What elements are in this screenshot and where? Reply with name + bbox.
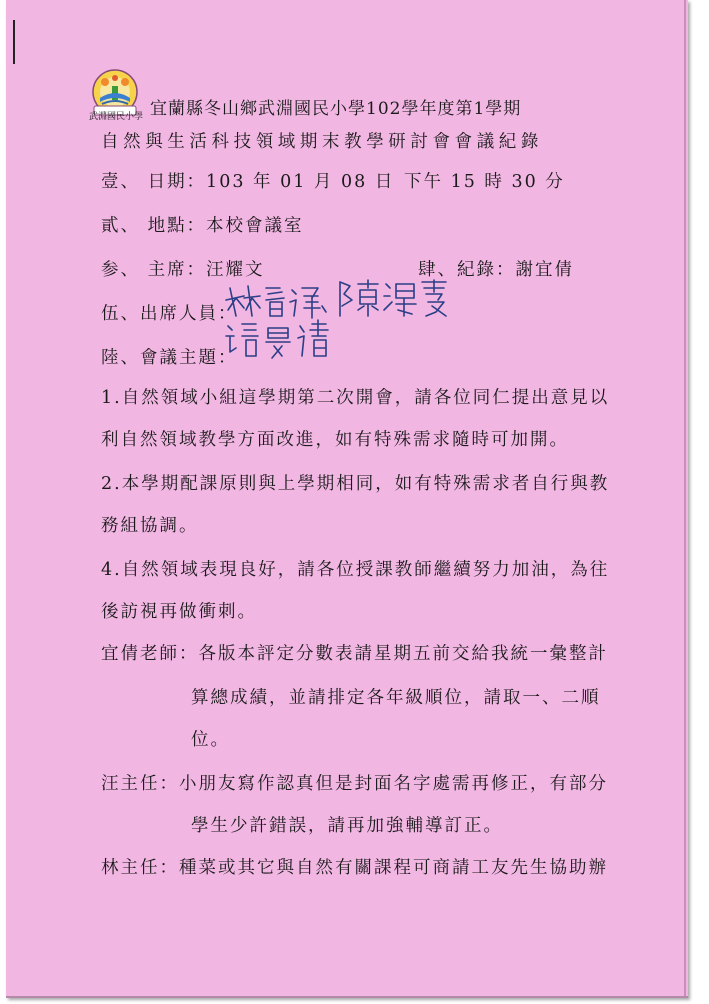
meeting-time: 下午 15 時 30 分 <box>404 172 565 192</box>
topic-item-line: 1.自然領域小組這學期第二次開會，請各位同仁提出意見以 <box>101 388 610 408</box>
remark-line: 林主任：種菜或其它與自然有關課程可商請工友先生協助辦 <box>101 858 608 878</box>
document-title: 宜蘭縣冬山鄉武淵國民小學102學年度第1學期 <box>150 99 522 119</box>
margin-mark <box>13 20 15 64</box>
meeting-chair: 参、 主席：汪耀文 <box>101 260 265 280</box>
remark-line: 宜倩老師：各版本評定分數表請星期五前交給我統一彙整計 <box>101 644 608 664</box>
topic-item-line: 4.自然領域表現良好，請各位授課教師繼續努力加油，為往 <box>101 560 610 580</box>
remark-line: 學生少許錯誤，請再加強輔導訂正。 <box>191 816 503 836</box>
topic-item-line: 後訪視再做衝刺。 <box>101 602 257 622</box>
topic-item-line: 務組協調。 <box>101 516 199 536</box>
topic-item-line: 2.本學期配課原則與上學期相同，如有特殊需求者自行與教 <box>101 474 610 494</box>
remark-line: 算總成績，並請排定各年級順位，請取一、二順 <box>191 688 601 708</box>
topic-label: 陸、會議主題： <box>101 348 238 368</box>
meeting-date: 壹、 日期：103 年 01 月 08 日 <box>101 172 395 192</box>
handwritten-signatures <box>222 276 452 366</box>
remark-line: 汪主任：小朋友寫作認真但是封面名字處需再修正，有部分 <box>101 774 608 794</box>
remark-line: 位。 <box>191 730 230 750</box>
meeting-location: 貳、 地點：本校會議室 <box>101 216 304 236</box>
meeting-recorder: 肆、紀錄：謝宜倩 <box>418 260 574 280</box>
attendees-label: 伍、出席人員： <box>101 304 238 324</box>
page-edge <box>684 0 686 998</box>
page-edge <box>6 996 688 998</box>
document-subtitle: 自然與生活科技領域期末教學研討會會議紀錄 <box>101 132 543 152</box>
emblem-caption: 武淵國民小學 <box>88 112 143 122</box>
topic-item-line: 利自然領域教學方面改進，如有特殊需求隨時可加開。 <box>101 430 569 450</box>
